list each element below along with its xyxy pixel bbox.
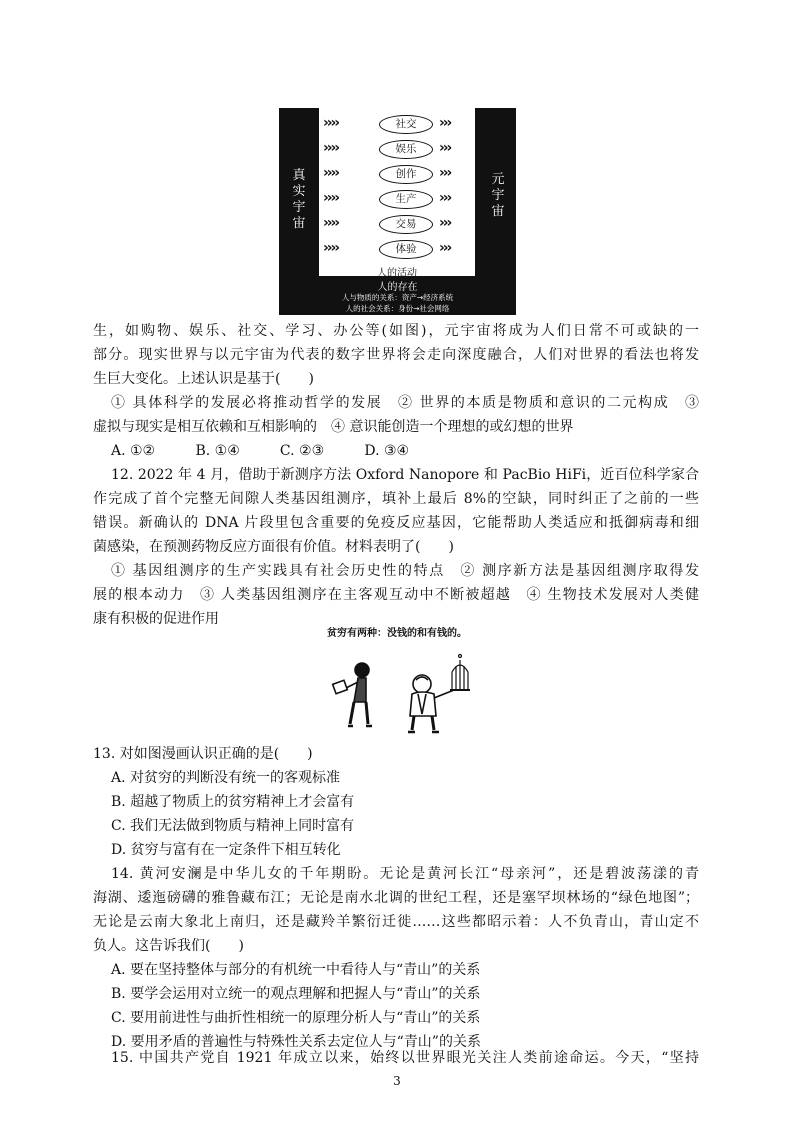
arrow-right-icon: ››› (439, 240, 451, 256)
q14-option[interactable]: A. 要在坚持整体与部分的有机统一中看待人与“青山”的关系 (111, 962, 481, 978)
activity-oval: 体验 (379, 240, 433, 259)
arrow-right-icon: ›››› (323, 190, 339, 206)
figure-relation-social: 人的社会关系：身份→社会网络 (345, 304, 450, 313)
q14-option[interactable]: C. 要用前进性与曲折性相统一的原理分析人与“青山”的关系 (111, 1010, 481, 1026)
q11-option[interactable]: A. ①② (111, 443, 156, 459)
figure-caption-activity: 人的活动 (377, 268, 417, 279)
q13-option[interactable]: C. 我们无法做到物质与精神上同时富有 (111, 818, 355, 834)
figure-left-label: 真实宇宙 (292, 168, 306, 231)
q11-text-line: 生巨大变化。上述认识是基于( ) (93, 371, 314, 387)
q14-text-line: 海湖、逶迤磅礴的雅鲁藏布江；无论是南水北调的世纪工程，还是塞罕坝林场的“绿色地图”； (93, 890, 699, 906)
q12-statement-line: 展的根本动力 ③ 人类基因组测序在主客观互动中不断被超越 ④ 生物技术发展对人类健 (93, 587, 699, 603)
q14-text-line: 14. 黄河安澜是中华儿女的千年期盼。无论是黄河长江“母亲河”，还是碧波荡漾的青 (111, 866, 699, 882)
q12-statement-line: ① 基因组测序的生产实践具有社会历史性的特点 ② 测序新方法是基因组测序取得发 (111, 563, 699, 579)
arrow-right-icon: ›››› (323, 240, 339, 256)
activity-oval: 交易 (379, 215, 433, 234)
metaverse-figure (279, 108, 516, 315)
activity-row (323, 114, 473, 134)
q13-stem: 13. 对如图漫画认识正确的是( ) (93, 746, 313, 762)
figure-right-label: 元宇宙 (491, 172, 505, 219)
arrow-right-icon: ›››› (323, 165, 339, 181)
rich-man-figure (408, 675, 454, 732)
activity-oval: 娱乐 (379, 140, 433, 159)
figure-relation-material: 人与物质的关系：资产→经济系统 (341, 293, 454, 302)
cartoon-illustration (322, 650, 482, 740)
q14-option[interactable]: D. 要用矛盾的普遍性与特殊性关系去定位人与“青山”的关系 (111, 1034, 481, 1050)
arrow-right-icon: ›››› (323, 140, 339, 156)
q13-option[interactable]: B. 超越了物质上的贫穷精神上才会富有 (111, 794, 355, 810)
q12-statement-line: 康有积极的促进作用 (93, 611, 219, 627)
birdcage-icon (450, 655, 470, 691)
q12-text-line: 菌感染，在预测药物反应方面很有价值。材料表明了( ) (93, 539, 454, 555)
q11-option[interactable]: C. ②③ (279, 443, 325, 459)
q13-option[interactable]: A. 对贫穷的判断没有统一的客观标准 (111, 770, 341, 786)
arrow-right-icon: ››› (439, 140, 451, 156)
q12-text-line: 作完成了首个完整无间隙人类基因组测序，填补上最后 8%的空缺，同时纠正了之前的一些 (93, 491, 699, 507)
q11-options (111, 439, 444, 463)
q14-option[interactable]: B. 要学会运用对立统一的观点理解和把握人与“青山”的关系 (111, 986, 481, 1002)
reading-man-figure (333, 663, 372, 726)
q14-text-line: 无论是云南大象北上南归，还是藏羚羊繁衍迁徙……这些都昭示着：人不负青山，青山定不 (93, 914, 699, 930)
activity-oval: 生产 (379, 190, 433, 209)
activity-oval: 社交 (379, 115, 433, 134)
activity-row (323, 189, 473, 209)
activity-row (323, 164, 473, 184)
activity-oval: 创作 (379, 165, 433, 184)
arrow-right-icon: ››› (439, 115, 451, 131)
q13-option[interactable]: D. 贫穷与富有在一定条件下相互转化 (111, 842, 341, 858)
q11-statement-line: ① 具体科学的发展必将推动哲学的发展 ② 世界的本质是物质和意识的二元构成 ③ (111, 395, 699, 411)
activity-row (323, 139, 473, 159)
arrow-right-icon: ›››› (323, 215, 339, 231)
q11-option[interactable]: B. ①④ (195, 443, 240, 459)
activity-row (323, 214, 473, 234)
q11-option[interactable]: D. ③④ (364, 443, 410, 459)
figure-caption-existence: 人的存在 (377, 282, 418, 293)
arrow-right-icon: ››› (439, 190, 451, 206)
arrow-right-icon: ››› (439, 215, 451, 231)
activity-row (323, 239, 473, 259)
q11-text-line: 生，如购物、娱乐、社交、学习、办公等(如图)，元宇宙将成为人们日常不可或缺的一 (93, 323, 699, 339)
q11-statement-line: 虚拟与现实是相互依赖和互相影响的 ④ 意识能创造一个理想的或幻想的世界 (93, 419, 574, 435)
q11-text-line: 部分。现实世界与以元宇宙为代表的数字世界将会走向深度融合，人们对世界的看法也将发 (93, 347, 699, 363)
arrow-right-icon: ›››› (323, 115, 339, 131)
q12-text-line: 错误。新确认的 DNA 片段里包含重要的免疫反应基因，它能帮助人类适应和抵御病毒和细 (93, 515, 699, 531)
q14-text-line: 负人。这告诉我们( ) (93, 938, 244, 954)
page-number: 3 (393, 1074, 401, 1088)
arrow-right-icon: ››› (439, 165, 451, 181)
q15-text-line: 15. 中国共产党自 1921 年成立以来，始终以世界眼光关注人类前途命运。今天，“坚持 (111, 1050, 699, 1066)
cartoon-caption: 贫穷有两种：没钱的和有钱的。 (327, 628, 467, 639)
q12-text-line: 12. 2022 年 4 月，借助于新测序方法 Oxford Nanopore 和 PacBio HiFi，近百位科学家合 (111, 467, 699, 483)
